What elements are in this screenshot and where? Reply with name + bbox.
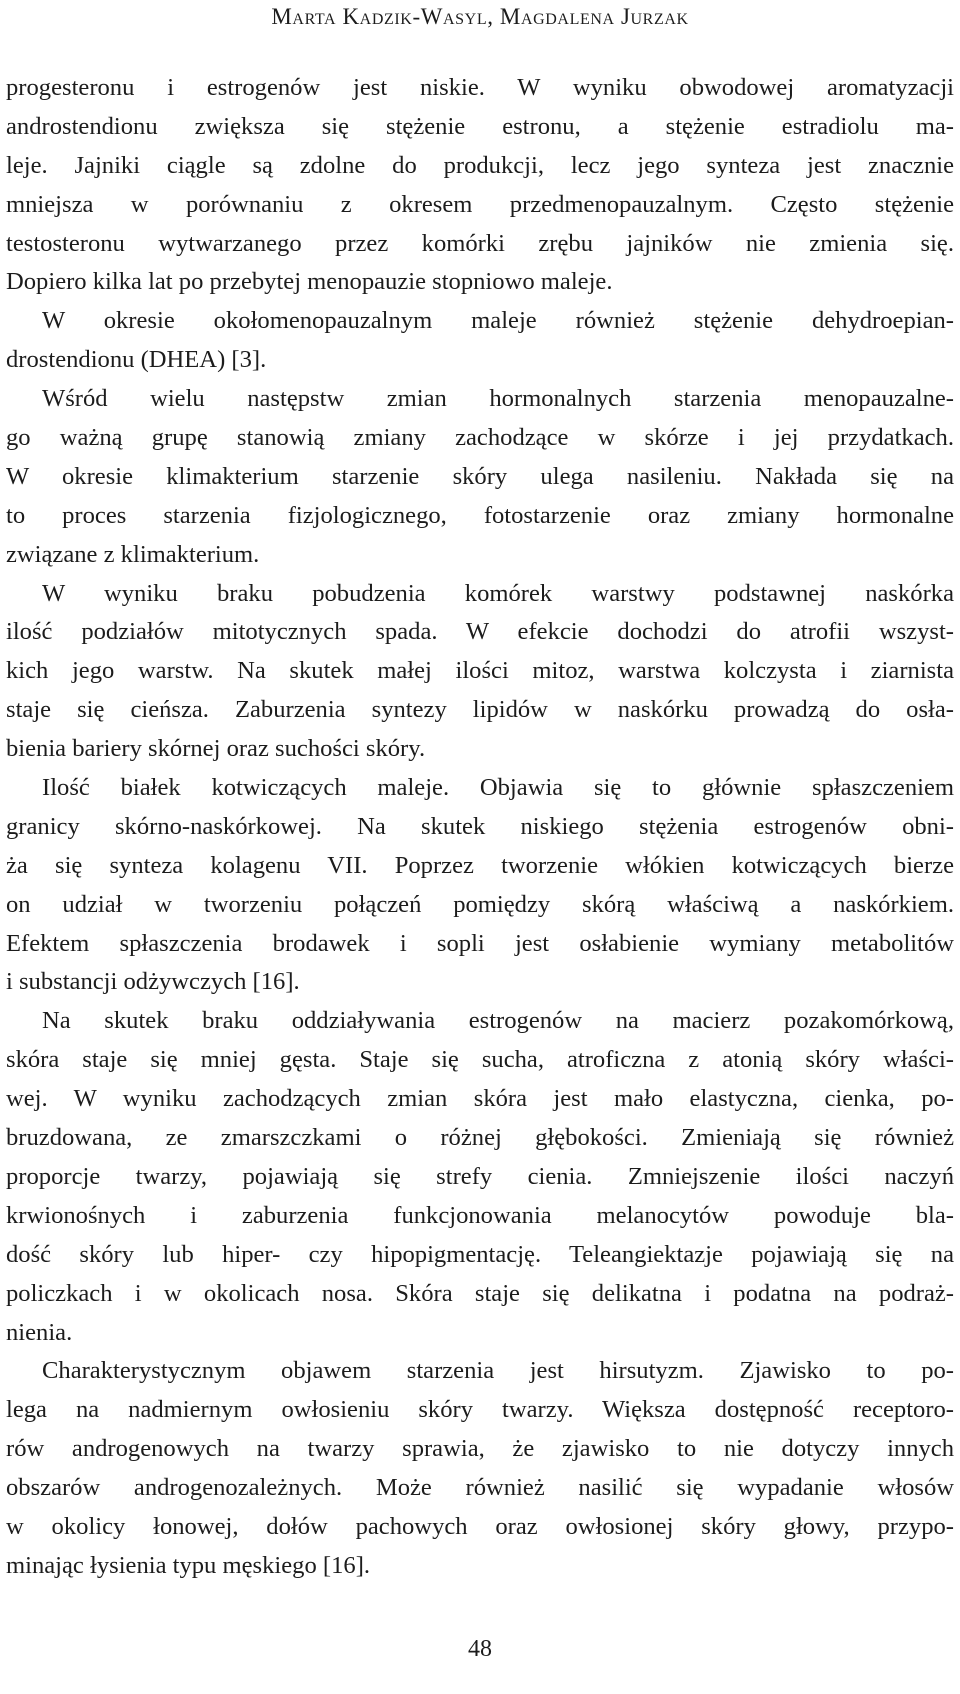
text-line: dość skóry lub hiper- czy hipopigmentację. Teleangiektazje pojawiają się na — [6, 1240, 954, 1268]
text-line: minając łysienia typu męskiego [16]. — [6, 1551, 371, 1579]
text-line: Efektem spłaszczenia brodawek i sopli jest osłabienie wymiany metabolitów — [6, 929, 954, 957]
text-line: proporcje twarzy, pojawiają się strefy cienia. Zmniejszenie ilości naczyń — [6, 1162, 954, 1190]
text-line: on udział w tworzeniu połączeń pomiędzy skórą właściwą a naskórkiem. — [6, 890, 954, 918]
text-line: w okolicy łonowej, dołów pachowych oraz owłosionej skóry głowy, przypo- — [6, 1512, 954, 1540]
text-line: związane z klimakterium. — [6, 540, 260, 568]
text-line: skóra staje się mniej gęsta. Staje się sucha, atroficzna z atonią skóry właści- — [6, 1046, 954, 1074]
paragraph — [6, 302, 954, 380]
text-line: bruzdowana, ze zmarszczkami o różnej głębokości. Zmieniają się również — [6, 1124, 954, 1152]
text-line: W okresie klimakterium starzenie skóry ulega nasileniu. Nakłada się na — [6, 462, 954, 490]
text-line: policzkach i w okolicach nosa. Skóra staje się delikatna i podatna na podraż- — [6, 1279, 954, 1307]
page-number: 48 — [468, 1636, 492, 1662]
body-text — [6, 69, 954, 1586]
text-line: granicy skórno-naskórkowej. Na skutek niskiego stężenia estrogenów obni- — [6, 812, 954, 840]
text-line: obszarów androgenozależnych. Może również nasilić się wypadanie włosów — [6, 1474, 954, 1502]
text-line: ża się synteza kolagenu VII. Poprzez tworzenie włókien kotwiczących bierze — [6, 851, 954, 879]
text-line: W wyniku braku pobudzenia komórek warstwy podstawnej naskórka — [42, 579, 954, 607]
text-line: testosteronu wytwarzanego przez komórki zrębu jajników nie zmienia się. — [6, 229, 954, 257]
text-line: nienia. — [6, 1318, 73, 1346]
text-line: wej. W wyniku zachodzących zmian skóra jest mało elastyczna, cienka, po- — [6, 1085, 954, 1113]
text-line: to proces starzenia fizjologicznego, fotostarzenie oraz zmiany hormonalne — [6, 501, 954, 529]
paragraph — [6, 769, 954, 1002]
text-line: ilość podziałów mitotycznych spada. W efekcie dochodzi do atrofii wszyst- — [6, 618, 954, 646]
text-line: androstendionu zwiększa się stężenie estronu, a stężenie estradiolu ma- — [6, 112, 954, 140]
paragraph — [6, 575, 954, 769]
text-line: W okresie okołomenopauzalnym maleje również stężenie dehydroepian- — [42, 307, 954, 335]
text-line: leje. Jajniki ciągle są zdolne do produkcji, lecz jego synteza jest znacznie — [6, 151, 954, 179]
text-line: drostendionu (DHEA) [3]. — [6, 346, 267, 374]
paragraph — [6, 1002, 954, 1352]
text-line: go ważną grupę stanowią zmiany zachodzące w skórze i jej przydatkach. — [6, 424, 954, 452]
text-line: staje się cieńsza. Zaburzenia syntezy lipidów w naskórku prowadzą do osła- — [6, 696, 954, 724]
running-header: Marta Kadzik-Wasyl, Magdalena Jurzak — [271, 4, 689, 29]
text-line: Dopiero kilka lat po przebytej menopauzie stopniowo maleje. — [6, 268, 613, 296]
text-line: kich jego warstw. Na skutek małej ilości mitoz, warstwa kolczysta i ziarnista — [6, 657, 954, 685]
text-line: Ilość białek kotwiczących maleje. Objawia się to głównie spłaszczeniem — [42, 774, 954, 802]
text-line: progesteronu i estrogenów jest niskie. W wyniku obwodowej aromatyzacji — [6, 74, 954, 101]
paragraph — [6, 69, 954, 302]
text-line: mniejsza w porównaniu z okresem przedmenopauzalnym. Często stężenie — [6, 190, 954, 218]
paragraph — [6, 380, 954, 574]
text-line: bienia bariery skórnej oraz suchości skóry. — [6, 735, 426, 763]
text-line: lega na nadmiernym owłosieniu skóry twarzy. Większa dostępność receptoro- — [6, 1396, 954, 1424]
text-line: krwionośnych i zaburzenia funkcjonowania melanocytów powoduje bla- — [6, 1201, 954, 1229]
text-line: Wśród wielu następstw zmian hormonalnych starzenia menopauzalne- — [42, 385, 954, 413]
paragraph — [6, 1352, 954, 1585]
text-line: i substancji odżywczych [16]. — [6, 968, 300, 996]
text-line: Charakterystycznym objawem starzenia jest hirsutyzm. Zjawisko to po- — [42, 1357, 954, 1385]
text-line: rów androgenowych na twarzy sprawia, że zjawisko to nie dotyczy innych — [6, 1435, 954, 1463]
text-line: Na skutek braku oddziaływania estrogenów na macierz pozakomórkową, — [42, 1007, 954, 1035]
